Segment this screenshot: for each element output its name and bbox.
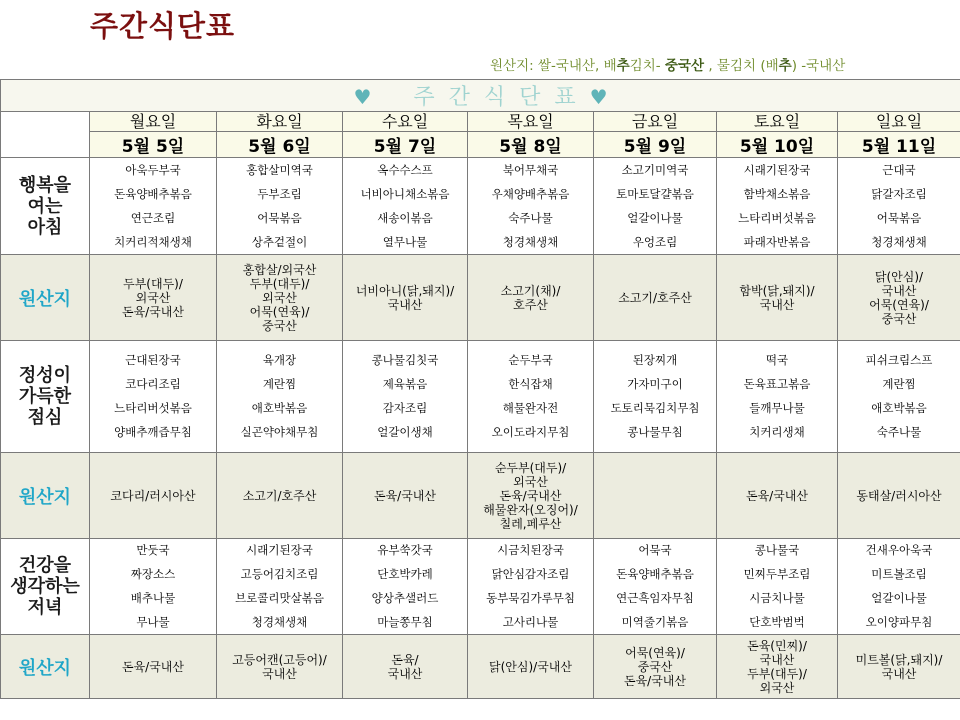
menu-item: 청경채생채 bbox=[871, 234, 927, 249]
origin-cell: 돈육/국내산 bbox=[717, 453, 838, 539]
heart-icon: ♥ bbox=[353, 85, 372, 109]
menu-item: 치커리적채생채 bbox=[114, 234, 192, 249]
breakfast-row bbox=[1, 158, 960, 255]
menu-item: 근대된장국 bbox=[125, 353, 181, 367]
menu-item: 함박채소볶음 bbox=[743, 186, 811, 201]
date-header: 5월 7일 bbox=[343, 132, 468, 158]
menu-item: 실곤약야채무침 bbox=[240, 425, 319, 439]
menu-item: 시래기된장국 bbox=[246, 543, 313, 557]
menu-item: 계란찜 bbox=[882, 377, 916, 391]
lunch-origin-row bbox=[1, 453, 960, 539]
day-header: 수요일 bbox=[343, 112, 468, 132]
origin-label: 원산지 bbox=[1, 453, 90, 539]
menu-item: 순두부국 bbox=[508, 353, 553, 367]
breakfast-origin-row bbox=[1, 255, 960, 341]
date-header: 5월 5일 bbox=[90, 132, 217, 158]
origin-note-text: , 물김치 (배 bbox=[704, 58, 779, 74]
menu-item: 콩나물무침 bbox=[627, 425, 683, 439]
menu-item: 미트볼조림 bbox=[871, 567, 927, 581]
banner-title: 주간식단표 bbox=[413, 85, 590, 110]
origin-note-text: ) -국내산 bbox=[791, 58, 846, 74]
menu-item: 돈육양배추볶음 bbox=[616, 567, 694, 581]
menu-item: 계란찜 bbox=[262, 377, 297, 391]
menu-item: 어묵볶음 bbox=[257, 210, 302, 225]
menu-item: 돈육양배추볶음 bbox=[114, 186, 192, 201]
menu-item: 얼갈이생채 bbox=[377, 425, 433, 439]
menu-cell bbox=[717, 341, 838, 453]
menu-item: 북어무채국 bbox=[502, 162, 559, 177]
corner-cell bbox=[1, 112, 90, 158]
menu-item: 애호박볶음 bbox=[871, 401, 927, 415]
dinner-row bbox=[1, 539, 960, 635]
menu-item: 고등어김치조림 bbox=[240, 567, 319, 581]
menu-item: 애호박볶음 bbox=[251, 401, 308, 415]
origin-cell: 함박(닭,돼지)/ 국내산 bbox=[717, 255, 838, 341]
menu-cell bbox=[343, 158, 468, 255]
menu-item: 열무나물 bbox=[382, 234, 428, 249]
menu-cell bbox=[90, 158, 217, 255]
origin-note-text: 중국산 bbox=[664, 58, 705, 74]
date-header: 5월 6일 bbox=[217, 132, 343, 158]
menu-item: 우엉조림 bbox=[632, 234, 678, 249]
menu-table bbox=[0, 79, 960, 699]
menu-item: 소고기미역국 bbox=[621, 162, 689, 177]
menu-item: 단호박범벅 bbox=[749, 615, 805, 629]
menu-item: 연근흑임자무침 bbox=[616, 591, 694, 605]
origin-cell: 두부(대두)/ 외국산 돈육/국내산 bbox=[90, 255, 217, 341]
menu-item: 우채양배추볶음 bbox=[491, 186, 570, 201]
origin-cell bbox=[594, 453, 717, 539]
menu-item: 오이도라지무침 bbox=[491, 425, 570, 439]
menu-item: 들깨무나물 bbox=[749, 401, 805, 415]
menu-item: 육개장 bbox=[262, 353, 297, 367]
menu-item: 콩나물김칫국 bbox=[371, 353, 439, 367]
menu-item: 양상추샐러드 bbox=[371, 591, 439, 605]
menu-item: 근대국 bbox=[882, 162, 916, 177]
menu-cell bbox=[217, 341, 343, 453]
menu-item: 닭안심감자조림 bbox=[491, 567, 570, 581]
origin-cell: 고등어캔(고등어)/ 국내산 bbox=[217, 635, 343, 699]
menu-item: 건새우아욱국 bbox=[865, 543, 933, 557]
menu-item: 시금치나물 bbox=[749, 591, 805, 605]
menu-item: 된장찌개 bbox=[632, 353, 678, 367]
menu-item: 홍합살미역국 bbox=[246, 162, 313, 177]
menu-item: 어묵국 bbox=[638, 543, 672, 557]
menu-item: 상추겉절이 bbox=[251, 234, 308, 249]
menu-item: 브로콜리맛살볶음 bbox=[235, 591, 324, 605]
menu-item: 미역줄기볶음 bbox=[621, 615, 689, 629]
menu-cell bbox=[90, 341, 217, 453]
menu-item: 숙주나물 bbox=[508, 210, 553, 225]
origin-cell: 소고기/호주산 bbox=[594, 255, 717, 341]
menu-item: 파래자반볶음 bbox=[743, 234, 811, 249]
date-header: 5월 10일 bbox=[717, 132, 838, 158]
origin-cell: 동태살/러시아산 bbox=[838, 453, 960, 539]
menu-item: 새송이볶음 bbox=[377, 210, 433, 225]
lunch-row bbox=[1, 341, 960, 453]
origin-cell: 돈육(민찌)/ 국내산 두부(대두)/ 외국산 bbox=[717, 635, 838, 699]
origin-cell: 소고기/호주산 bbox=[217, 453, 343, 539]
menu-item: 숙주나물 bbox=[876, 425, 922, 439]
origin-cell: 소고기(채)/ 호주산 bbox=[468, 255, 594, 341]
menu-item: 감자조림 bbox=[382, 401, 428, 415]
menu-item: 치커리생채 bbox=[749, 425, 805, 439]
day-header: 목요일 bbox=[468, 112, 594, 132]
origin-note-text: 추 bbox=[778, 58, 792, 74]
menu-item: 얼갈이나물 bbox=[627, 210, 683, 225]
origin-cell: 닭(안심)/ 국내산 어묵(연육)/ 중국산 bbox=[838, 255, 960, 341]
menu-item: 토마토달걀볶음 bbox=[616, 186, 694, 201]
origin-label: 원산지 bbox=[1, 635, 90, 699]
menu-cell bbox=[594, 539, 717, 635]
origin-note bbox=[490, 54, 845, 74]
menu-item: 유부쑥갓국 bbox=[377, 543, 433, 557]
banner bbox=[1, 80, 960, 112]
origin-cell: 닭(안심)/국내산 bbox=[468, 635, 594, 699]
menu-cell bbox=[90, 539, 217, 635]
menu-item: 피쉬크림스프 bbox=[865, 353, 933, 367]
menu-cell bbox=[717, 539, 838, 635]
menu-item: 만둣국 bbox=[136, 543, 170, 557]
menu-item: 제육볶음 bbox=[382, 377, 428, 391]
heart-icon: ♥ bbox=[589, 85, 608, 109]
origin-cell: 순두부(대두)/ 외국산 돈육/국내산 해물완자(오징어)/ 칠레,페루산 bbox=[468, 453, 594, 539]
menu-item: 너비아니채소볶음 bbox=[360, 186, 450, 201]
menu-item: 청경채생채 bbox=[251, 615, 308, 629]
menu-table-body bbox=[1, 80, 960, 699]
origin-cell: 돈육/ 국내산 bbox=[343, 635, 468, 699]
menu-cell bbox=[594, 158, 717, 255]
menu-item: 양배추깨즙무침 bbox=[114, 425, 192, 439]
origin-cell: 미트볼(닭,돼지)/ 국내산 bbox=[838, 635, 960, 699]
menu-item: 시래기된장국 bbox=[743, 162, 811, 177]
menu-cell bbox=[838, 158, 960, 255]
menu-item: 민찌두부조림 bbox=[743, 567, 811, 581]
date-header: 5월 11일 bbox=[838, 132, 960, 158]
dinner-origin-row bbox=[1, 635, 960, 699]
page-title: 주간식단표 bbox=[90, 9, 236, 43]
origin-cell: 너비아니(닭,돼지)/ 국내산 bbox=[343, 255, 468, 341]
menu-item: 느타리버섯볶음 bbox=[738, 210, 816, 225]
menu-item: 시금치된장국 bbox=[497, 543, 564, 557]
day-header: 토요일 bbox=[717, 112, 838, 132]
menu-item: 떡국 bbox=[765, 353, 789, 367]
menu-item: 느타리버섯볶음 bbox=[114, 401, 192, 415]
menu-item: 아욱두부국 bbox=[125, 162, 181, 177]
menu-item: 가자미구이 bbox=[627, 377, 683, 391]
day-header: 일요일 bbox=[838, 112, 960, 132]
menu-item: 도토리묵김치무침 bbox=[610, 401, 700, 415]
origin-note-text: 원산지: 쌀-국내산, 배 bbox=[490, 58, 617, 74]
breakfast-label: 행복을 여는 아침 bbox=[1, 158, 90, 255]
menu-cell bbox=[343, 539, 468, 635]
menu-item: 옥수수스프 bbox=[377, 162, 433, 177]
menu-cell bbox=[594, 341, 717, 453]
menu-item: 한식잡채 bbox=[508, 377, 553, 391]
menu-item: 두부조림 bbox=[257, 186, 302, 201]
lunch-label: 정성이 가득한 점심 bbox=[1, 341, 90, 453]
day-header: 월요일 bbox=[90, 112, 217, 132]
menu-item: 오이양파무침 bbox=[865, 615, 933, 629]
origin-cell: 코다리/러시아산 bbox=[90, 453, 217, 539]
origin-label: 원산지 bbox=[1, 255, 90, 341]
menu-cell bbox=[343, 341, 468, 453]
menu-item: 코다리조림 bbox=[125, 377, 181, 391]
menu-item: 어묵볶음 bbox=[876, 210, 922, 225]
origin-note-text: 추 bbox=[616, 58, 630, 74]
date-header: 5월 8일 bbox=[468, 132, 594, 158]
menu-cell bbox=[838, 341, 960, 453]
date-header: 5월 9일 bbox=[594, 132, 717, 158]
menu-item: 동부묵김가루무침 bbox=[486, 591, 575, 605]
menu-cell bbox=[468, 158, 594, 255]
day-header: 금요일 bbox=[594, 112, 717, 132]
menu-item: 마늘쫑무침 bbox=[377, 615, 433, 629]
menu-item: 해물완자전 bbox=[502, 401, 559, 415]
menu-item: 돈육표고볶음 bbox=[743, 377, 811, 391]
origin-cell: 돈육/국내산 bbox=[90, 635, 217, 699]
menu-item: 연근조림 bbox=[130, 210, 176, 225]
menu-cell bbox=[717, 158, 838, 255]
menu-item: 배추나물 bbox=[130, 591, 176, 605]
menu-item: 고사리나물 bbox=[502, 615, 559, 629]
menu-cell bbox=[838, 539, 960, 635]
menu-cell bbox=[468, 539, 594, 635]
menu-cell bbox=[217, 539, 343, 635]
menu-cell bbox=[217, 158, 343, 255]
origin-cell: 어묵(연육)/ 중국산 돈육/국내산 bbox=[594, 635, 717, 699]
day-row bbox=[1, 112, 960, 132]
date-row bbox=[1, 132, 960, 158]
menu-item: 짜장소스 bbox=[130, 567, 176, 581]
menu-cell bbox=[468, 341, 594, 453]
menu-item: 단호박카레 bbox=[377, 567, 433, 581]
menu-item: 청경채생채 bbox=[502, 234, 559, 249]
origin-cell: 홍합살/외국산 두부(대두)/ 외국산 어묵(연육)/ 중국산 bbox=[217, 255, 343, 341]
menu-item: 무나물 bbox=[136, 615, 170, 629]
origin-note-text: 김치- bbox=[629, 58, 665, 74]
dinner-label: 건강을 생각하는 저녁 bbox=[1, 539, 90, 635]
origin-cell: 돈육/국내산 bbox=[343, 453, 468, 539]
menu-item: 콩나물국 bbox=[754, 543, 800, 557]
menu-item: 얼갈이나물 bbox=[871, 591, 927, 605]
menu-item: 닭갈자조림 bbox=[871, 186, 927, 201]
day-header: 화요일 bbox=[217, 112, 343, 132]
